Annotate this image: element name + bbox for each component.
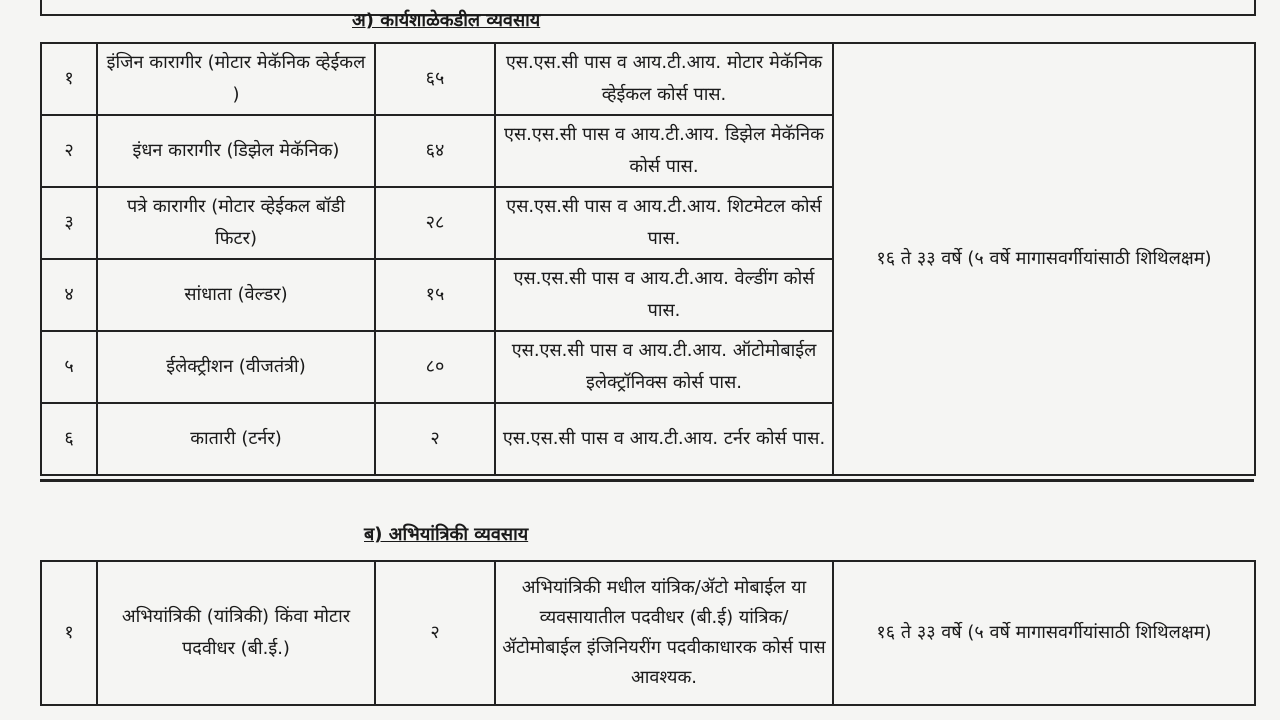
serial-number: २ [41, 115, 97, 187]
qualification: एस.एस.सी पास व आय.टी.आय. डिझेल मेकॅनिक कोर्स पास. [495, 115, 833, 187]
post-count: २ [375, 403, 495, 475]
section-a-table [40, 42, 1256, 476]
qualification: एस.एस.सी पास व आय.टी.आय. मोटार मेकॅनिक व्हेईकल कोर्स पास. [495, 43, 833, 115]
post-count: ६४ [375, 115, 495, 187]
trade-name: अभियांत्रिकी (यांत्रिकी) किंवा मोटार पदवीधर (बी.ई.) [97, 561, 375, 705]
post-count: २८ [375, 187, 495, 259]
qualification: एस.एस.सी पास व आय.टी.आय. ऑटोमोबाईल इलेक्ट्रॉनिक्स कोर्स पास. [495, 331, 833, 403]
trade-name: इंजिन कारागीर (मोटार मेकॅनिक व्हेईकल ) [97, 43, 375, 115]
trade-name: ईलेक्ट्रीशन (वीजतंत्री) [97, 331, 375, 403]
qualification: एस.एस.सी पास व आय.टी.आय. टर्नर कोर्स पास. [495, 403, 833, 475]
section-b-table [40, 560, 1256, 706]
table-row [41, 43, 1255, 115]
serial-number: ६ [41, 403, 97, 475]
post-count: ६५ [375, 43, 495, 115]
serial-number: १ [41, 561, 97, 705]
qualification: एस.एस.सी पास व आय.टी.आय. वेल्डींग कोर्स पास. [495, 259, 833, 331]
serial-number: ५ [41, 331, 97, 403]
section-b-heading: ब) अभियांत्रिकी व्यवसाय [364, 524, 529, 545]
table-row [41, 561, 1255, 705]
age-limit: १६ ते ३३ वर्षे (५ वर्षे मागासवर्गीयांसाठी शिथिलक्षम) [833, 43, 1255, 475]
section-divider [40, 479, 1254, 482]
qualification: एस.एस.सी पास व आय.टी.आय. शिटमेटल कोर्स पास. [495, 187, 833, 259]
post-count: ८० [375, 331, 495, 403]
serial-number: ३ [41, 187, 97, 259]
section-a-heading: अ) कार्यशाळेकडील व्यवसाय [352, 10, 541, 31]
previous-table-edge [40, 0, 1256, 16]
trade-name: पत्रे कारागीर (मोटार व्हेईकल बॉडी फिटर) [97, 187, 375, 259]
post-count: १५ [375, 259, 495, 331]
qualification: अभियांत्रिकी मधील यांत्रिक/ॲटो मोबाईल या व्यवसायातील पदवीधर (बी.ई) यांत्रिक/ॲटोमोबाईल इंजिनियरींग पदवीकाधारक कोर्स पास आवश्यक. [495, 561, 833, 705]
trade-name: सांधाता (वेल्डर) [97, 259, 375, 331]
serial-number: १ [41, 43, 97, 115]
trade-name: इंधन कारागीर (डिझेल मेकॅनिक) [97, 115, 375, 187]
age-limit: १६ ते ३३ वर्षे (५ वर्षे मागासवर्गीयांसाठी शिथिलक्षम) [833, 561, 1255, 705]
post-count: २ [375, 561, 495, 705]
trade-name: कातारी (टर्नर) [97, 403, 375, 475]
serial-number: ४ [41, 259, 97, 331]
